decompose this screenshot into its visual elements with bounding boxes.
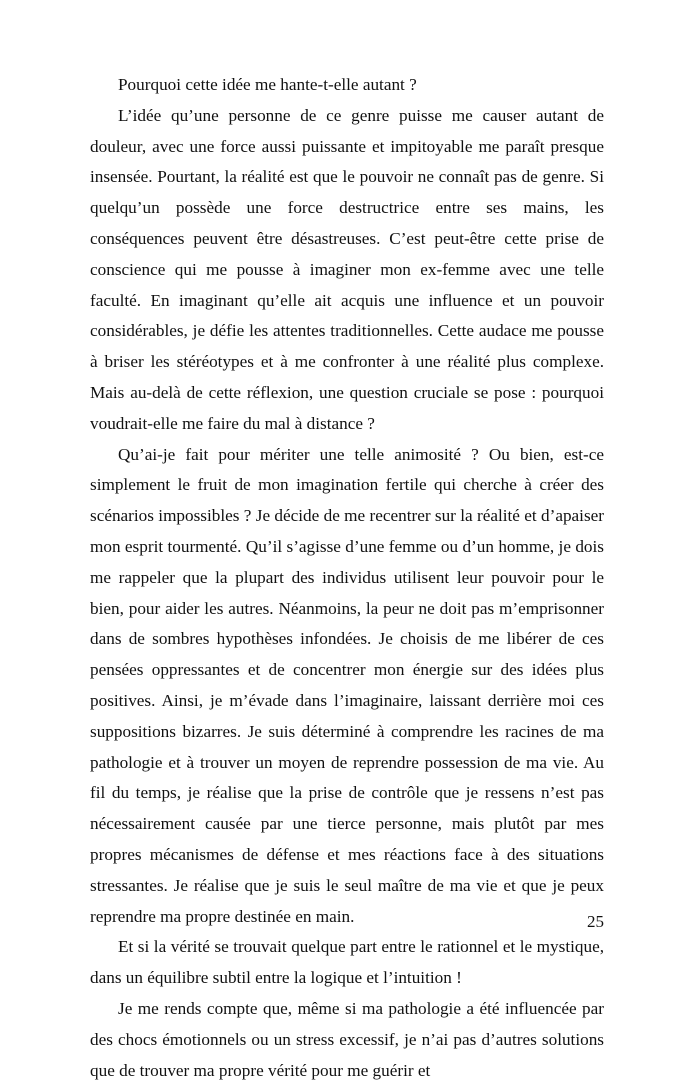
paragraph-4: Et si la vérité se trouvait quelque part entre le rationnel et le mystique, dans un équilibre subtil entre la logique et l’intuition !	[90, 937, 604, 988]
paragraph-5: Je me rends compte que, même si ma pathologie a été influencée par des chocs émotionnels ou un stress excessif, je n’ai pas d’autres solutions que de trouver ma propre vérité pour me guérir et	[90, 998, 604, 1080]
page-number: 25	[587, 912, 604, 931]
body-text	[90, 70, 604, 1086]
paragraph-1: Pourquoi cette idée me hante-t-elle autant ?	[118, 75, 417, 94]
paragraph-2: L’idée qu’une personne de ce genre puisse me causer autant de douleur, avec une force aussi puissante et impitoyable me paraît presque insensée. Pourtant, la réalité est que le pouvoir ne connaît pas de genre. Si quelqu’un possède une force destructrice entre ses mains, les conséquences peuvent être désastreuses. C’est peut-être cette prise de conscience qui me pousse à imaginer mon ex-femme avec une telle faculté. En imaginant qu’elle ait acquis une influence et un pouvoir considérables, je défie les attentes traditionnelles. Cette audace me pousse à briser les stéréotypes et à me confronter à une réalité plus complexe. Mais au-delà de cette réflexion, une question cruciale se pose : pourquoi voudrait-elle me faire du mal à distance ?	[90, 105, 604, 433]
paragraph-3: Qu’ai-je fait pour mériter une telle animosité ? Ou bien, est-ce simplement le fruit de mon imagination fertile qui cherche à créer des scénarios impossibles ? Je décide de me recentrer sur la réalité et d’apaiser mon esprit tourmenté. Qu’il s’agisse d’une femme ou d’un homme, je dois me rappeler que la plupart des individus utilisent leur pouvoir pour le bien, pour aider les autres. Néanmoins, la peur ne doit pas m’emprisonner dans de sombres hypothèses infondées. Je choisis de me libérer de ces pensées oppressantes et de concentrer mon énergie sur des idées plus positives. Ainsi, je m’évade dans l’imaginaire, laissant derrière moi ces suppositions bizarres. Je suis déterminé à comprendre les racines de ma pathologie et à trouver un moyen de reprendre possession de ma vie. Au fil du temps, je réalise que la prise de contrôle que je ressens n’est pas nécessairement causée par une tierce personne, mais plutôt par mes propres mécanismes de défense et mes réactions face à des situations stressantes. Je réalise que je suis le seul maître de ma vie et que je peux reprendre ma propre destinée en main.	[90, 444, 604, 926]
